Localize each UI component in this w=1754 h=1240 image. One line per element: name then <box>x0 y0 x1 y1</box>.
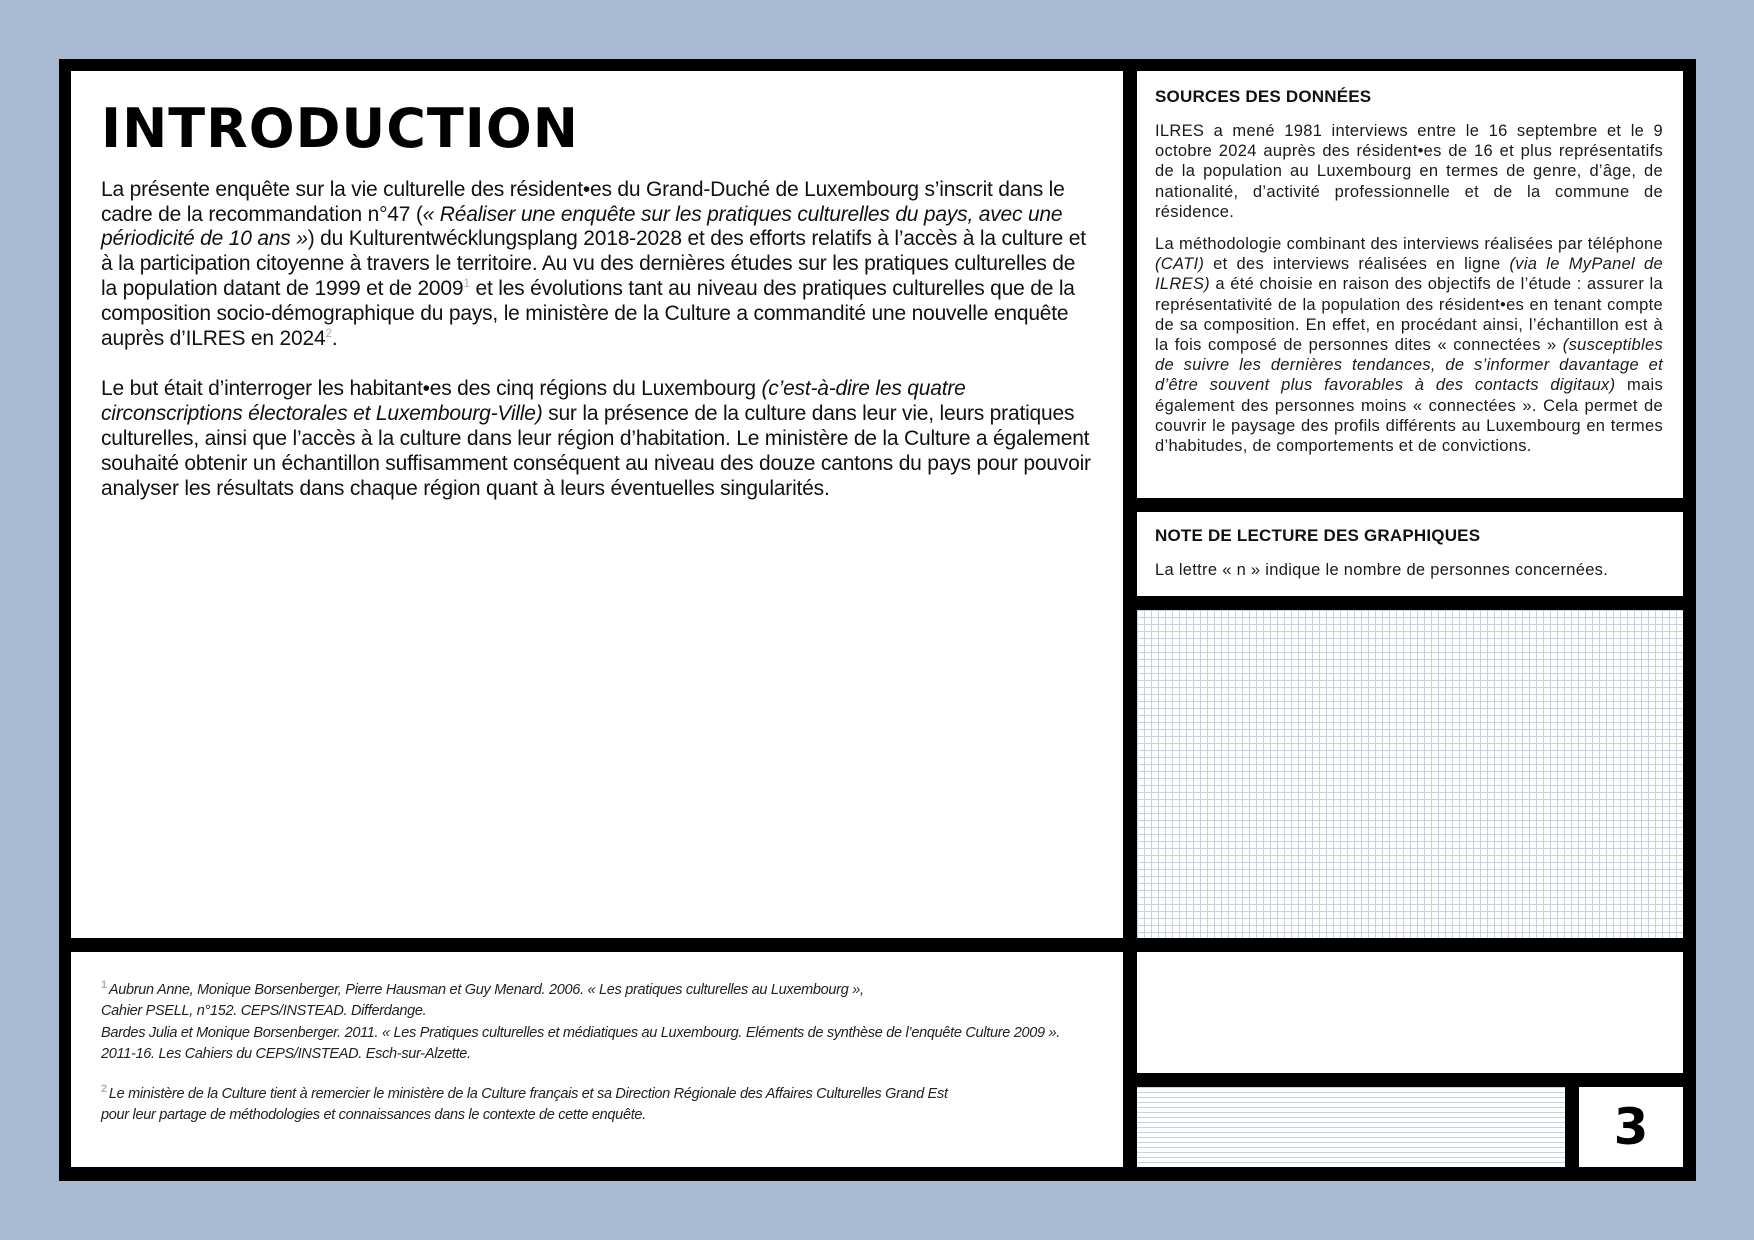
introduction-panel <box>71 71 1123 938</box>
sources-paragraph-1: ILRES a mené 1981 interviews entre le 16 septembre et le 9 octobre 2024 auprès des résident•es de 16 et plus représentatifs de la population au Luxembourg en termes de genre, d’âge, de nationalité, d’activité professionnelle et de la commune de résidence. <box>1155 122 1663 221</box>
sources-p2-mypanel: (via le MyPanel de ILRES) <box>1155 255 1663 294</box>
footnote-1-line-4: 2011-16. Les Cahiers du CEPS/INSTEAD. Esch-sur-Alzette. <box>101 1046 471 1063</box>
decorative-grid-panel <box>1137 610 1683 938</box>
reading-note-panel <box>1137 512 1683 596</box>
footnote-ref-1[interactable]: 1 <box>463 275 470 290</box>
footnote-1 <box>101 980 1093 1066</box>
intro-p1-text-c: ) du Kulturentwécklungsplang 2018-2028 et des efforts relatifs à l’accès à la culture et à la participation citoyenne à travers le territoire. Au vu des dernières études sur les pratiques culturelles de la population datant de 1999 et de 2009 <box>101 227 1086 300</box>
page-number-panel <box>1579 1087 1683 1167</box>
footnote-2-number: 2 <box>101 1082 107 1095</box>
sources-p2-g: mais également des personnes moins « connectées ». Cela permet de couvrir le paysage des profils différents au Luxembourg en termes d’habitudes, de comportements et de convictions. <box>1155 376 1663 456</box>
intro-p2-aside: (c’est-à-dire les quatre circonscriptions électorales et Luxembourg-Ville) <box>101 377 966 426</box>
footnote-2 <box>101 1084 1093 1127</box>
reading-note-text: La lettre « n » indique le nombre de personnes concernées. <box>1155 561 1609 579</box>
footnotes-panel <box>71 952 1123 1167</box>
sources-paragraph-2 <box>1155 234 1663 456</box>
footnote-ref-2[interactable]: 2 <box>325 325 332 340</box>
sources-title: SOURCES DES DONNÉES <box>1155 87 1372 106</box>
intro-p2-text-a: Le but était d’interroger les habitant•es des cinq régions du Luxembourg <box>101 377 762 401</box>
intro-paragraph-2 <box>101 377 1093 501</box>
decorative-lines-panel <box>1137 1087 1565 1167</box>
intro-p2-text-c: sur la présence de la culture dans leur vie, leurs pratiques culturelles, ainsi que l’accès à la culture dans leur région d’habitation. Le ministère de la Culture a également souhaité obtenir un échantillon suffisamment conséquent au niveau des douze cantons du pays pour pouvoir analyser les résultats dans chaque région quant à leurs éventuelles singularités. <box>101 402 1091 500</box>
sources-p2-a: La méthodologie combinant des interviews réalisées par téléphone <box>1155 235 1663 254</box>
sources-panel <box>1137 71 1683 498</box>
page-title: INTRODUCTION <box>101 97 579 160</box>
intro-p1-text-a: La présente enquête sur la vie culturelle des résident•es du Grand-Duché de Luxembourg s’inscrit dans le cadre de la recommandation n°47 ( <box>101 177 1065 226</box>
sources-p2-cati: (CATI) <box>1155 255 1205 274</box>
page-number: 3 <box>1613 1098 1649 1156</box>
intro-p1-quote: « Réaliser une enquête sur les pratiques culturelles du pays, avec une périodicité de 10 ans » <box>101 202 1063 251</box>
footnote-1-line-2: Cahier PSELL, n°152. CEPS/INSTEAD. Differdange. <box>101 1003 427 1020</box>
footnote-2-line-1: Le ministère de la Culture tient à remercier le ministère de la Culture français et sa Direction Régionale des Affaires Culturelles Grand Est <box>108 1085 948 1102</box>
footnote-1-line-3: Bardes Julia et Monique Borsenberger. 2011. « Les Pratiques culturelles et médiatiques au Luxembourg. Eléments de synthèse de l’enquête Culture 2009 ». <box>101 1024 1061 1041</box>
sources-p2-c: et des interviews réalisées en ligne <box>1204 255 1510 274</box>
intro-p1-text-d: et les évolutions tant au niveau des pratiques culturelles que de la composition socio-démographique du pays, le ministère de la Culture a commandité une nouvelle enquête auprès d’ILRES en 2024 <box>101 276 1075 350</box>
intro-p1-text-e: . <box>331 326 338 350</box>
sources-p2-aside: (susceptibles de suivre les dernières tendances, de s’informer davantage et d’être souvent plus favorables à des contacts digitaux) <box>1155 336 1663 395</box>
intro-paragraph-1 <box>101 178 1093 352</box>
footnote-1-line-1: Aubrun Anne, Monique Borsenberger, Pierre Hausman et Guy Menard. 2006. « Les pratiques culturelles au Luxembourg », <box>108 982 864 998</box>
empty-panel <box>1137 952 1683 1073</box>
sources-p2-e: a été choisie en raison des objectifs de l’étude : assurer la représentativité de la population des résident•es en tenant compte de sa composition. En effet, en procédant ainsi, l’échantillon est à la fois composé de personnes dites « connectées » <box>1155 275 1663 355</box>
reading-note-title: NOTE DE LECTURE DES GRAPHIQUES <box>1155 526 1481 545</box>
footnote-2-line-2: pour leur partage de méthodologies et connaissances dans le contexte de cette enquête. <box>101 1107 646 1124</box>
footnote-1-number: 1 <box>101 979 107 992</box>
